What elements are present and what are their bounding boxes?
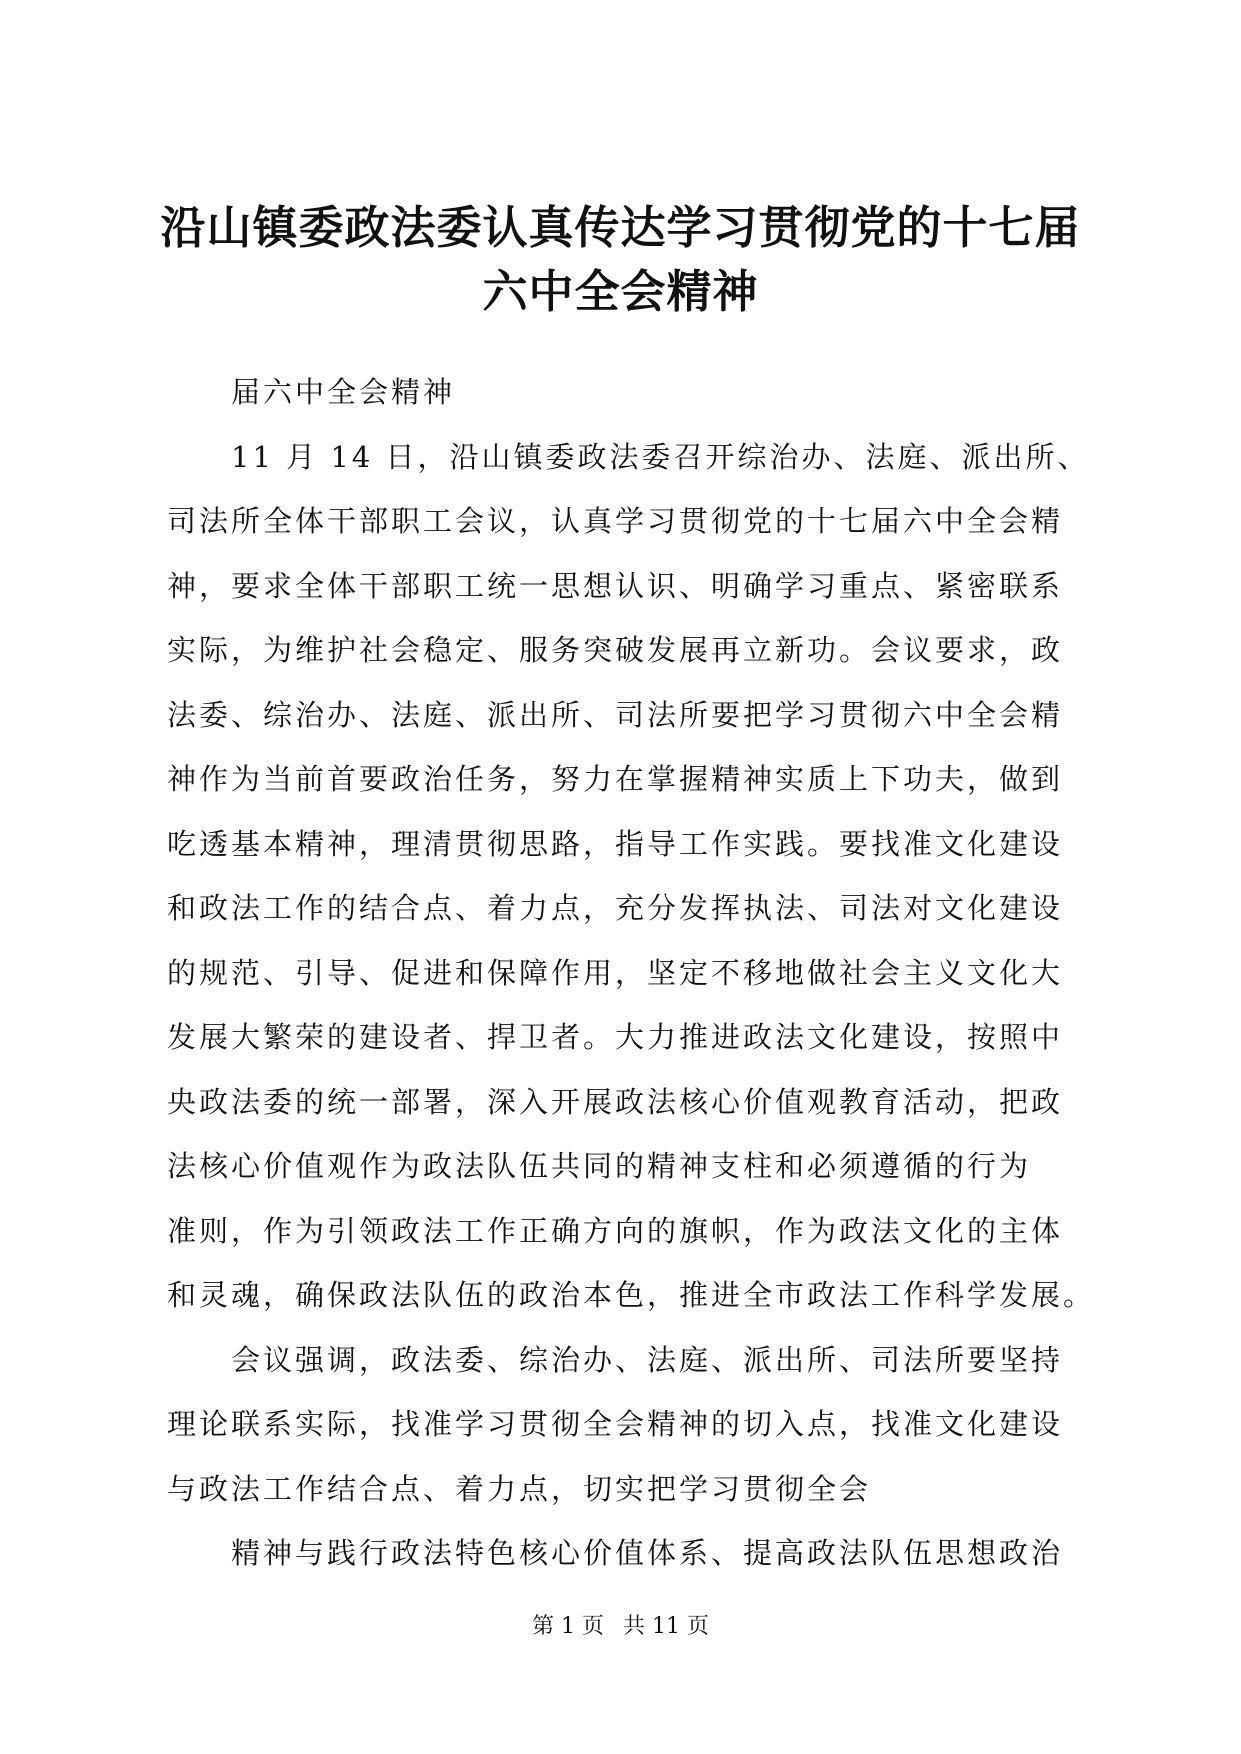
body-line: 精神与践行政法特色核心价值体系、提高政法队伍思想政治 xyxy=(231,1536,1064,1570)
body-line: 理论联系实际，找准学习贯彻全会精神的切入点，找准文化建设 xyxy=(167,1407,1064,1441)
body-line: 会议强调，政法委、综治办、法庭、派出所、司法所要坚持 xyxy=(231,1342,1064,1377)
body-line: 发展大繁荣的建设者、捍卫者。大力推进政法文化建设，按照中 xyxy=(167,1020,1064,1054)
page-number: 第 1 页 xyxy=(532,1614,604,1639)
document-title xyxy=(120,196,1121,324)
body-line: 届六中全会精神 xyxy=(231,375,456,409)
body-line: 实际，为维护社会稳定、服务突破发展再立新功。会议要求，政 xyxy=(167,633,1064,667)
body-line: 神，要求全体干部职工统一思想认识、明确学习重点、紧密联系 xyxy=(167,568,1064,603)
document-body xyxy=(167,360,1096,1586)
title-line-2: 六中全会精神 xyxy=(482,265,759,318)
body-line: 与政法工作结合点、着力点，切实把学习贯彻全会 xyxy=(167,1471,872,1506)
body-line: 法核心价值观作为政法队伍共同的精神支柱和必须遵循的行为 xyxy=(167,1149,1032,1183)
body-line: 和灵魂，确保政法队伍的政治本色，推进全市政法工作科学发展。 xyxy=(167,1278,1096,1312)
body-line: 法委、综治办、法庭、派出所、司法所要把学习贯彻六中全会精 xyxy=(167,697,1064,732)
body-line: 和政法工作的结合点、着力点，充分发挥执法、司法对文化建设 xyxy=(167,891,1064,925)
page-total: 共 11 页 xyxy=(623,1614,709,1639)
body-line: 司法所全体干部职工会议，认真学习贯彻党的十七届六中全会精 xyxy=(167,504,1064,538)
title-line-1: 沿山镇委政法委认真传达学习贯彻党的十七届 xyxy=(160,201,1081,254)
body-line: 吃透基本精神，理清贯彻思路，指导工作实践。要找准文化建设 xyxy=(167,826,1064,861)
page-footer xyxy=(0,1612,1241,1642)
body-line: 准则，作为引领政法工作正确方向的旗帜，作为政法文化的主体 xyxy=(167,1213,1064,1248)
body-line: 的规范、引导、促进和保障作用，坚定不移地做社会主义文化大 xyxy=(167,955,1064,990)
body-line: 神作为当前首要政治任务，努力在掌握精神实质上下功夫，做到 xyxy=(167,762,1064,796)
body-line: 11 月 14 日，沿山镇委政法委召开综治办、法庭、派出所、 xyxy=(231,439,1090,474)
body-line: 央政法委的统一部署，深入开展政法核心价值观教育活动，把政 xyxy=(167,1084,1064,1119)
